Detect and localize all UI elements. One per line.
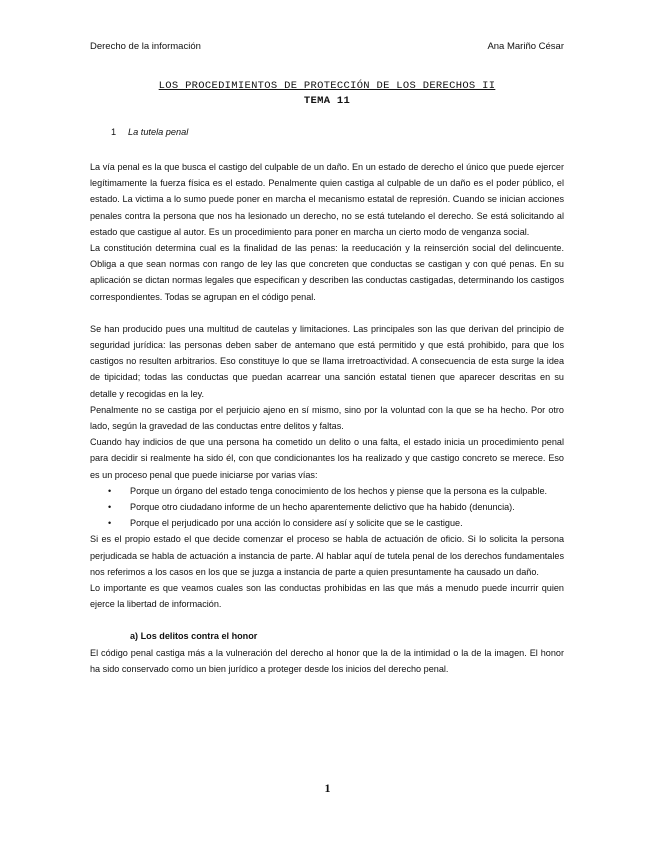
document-title: LOS PROCEDIMIENTOS DE PROTECCIÓN DE LOS DERECHOS II [158, 80, 496, 92]
document-body [90, 159, 564, 677]
bullet-item [108, 515, 564, 531]
bullet-icon: • [108, 485, 112, 496]
paragraph: La constitución determina cual es la finalidad de las penas: la reeducación y la reinserción social del delincuente. Obliga a que sean normas con rango de ley las que concreten que conductas se castigan y con qué penas. En su aplicación se dictan normas legales que especifican y describen las conductas castigadas, determinando los castigos correspondientes. Todas se agrupan en el código penal. [90, 243, 564, 302]
bullet-text: Porque el perjudicado por una acción lo considere así y solicite que se le castigue. [130, 518, 463, 529]
section-heading [111, 127, 188, 137]
bullet-item [108, 483, 564, 499]
document-subtitle: TEMA 11 [303, 95, 351, 107]
page-header [90, 41, 564, 52]
section-title: La tutela penal [128, 127, 189, 137]
bullet-text: Porque un órgano del estado tenga conocimiento de los hechos y piense que la persona es la culpable. [130, 485, 548, 496]
paragraph: Si es el propio estado el que decide comenzar el proceso se habla de actuación de oficio. Si lo solicita la persona perjudicada se habla de actuación a instancia de parte. Al hablar aquí de tutela penal de los derechos fundamentales nos referimos a los casos en los que se juzga a instancia de parte a quien presuntamente ha causado un daño. [90, 534, 564, 577]
bullet-item [108, 499, 564, 515]
paragraph: Cuando hay indicios de que una persona ha cometido un delito o una falta, el estado inicia un procedimiento penal para decidir si realmente ha sido él, con que condicionantes los ha realizado y que castigo concreto se merece. Eso es un proceso penal que puede iniciarse por varias vías: [90, 437, 564, 480]
header-course-title: Derecho de la información [90, 41, 201, 52]
bullet-icon: • [108, 518, 112, 529]
header-author: Ana Mariño César [487, 41, 564, 52]
paragraph: Lo importante es que veamos cuales son las conductas prohibidas en las que más a menudo puede incurrir quien ejerce la libertad de información. [90, 583, 564, 610]
bullet-icon: • [108, 502, 112, 513]
paragraph: Se han producido pues una multitud de cautelas y limitaciones. Las principales son las que derivan del principio de seguridad jurídica: las personas deben saber de antemano que está permitido y que está prohibido, para que los castigos no resulten arbitrarios. Eso constituye lo que se llama irretroactividad. A consecuencia de esta surge la idea de tipicidad; todas las conductas que puedan acarrear una sanción estatal tienen que aparecer descritas en su detalle y recogidas en la ley. [90, 323, 564, 399]
paragraph: El código penal castiga más a la vulneración del derecho al honor que la de la intimidad o la de la imagen. El honor ha sido conservado como un bien jurídico a proteger desde los inicios del derecho penal. [90, 647, 564, 674]
bullet-list [90, 483, 564, 532]
paragraph: La vía penal es la que busca el castigo del culpable de un daño. En un estado de derecho el único que puede ejercer legítimamente la fuerza física es el estado. Penalmente quien castiga al culpable de un daño es el poder público, el estado. La victima a lo sumo puede poner en marcha el mecanismo estatal de represión. Cuando se inician acciones penales contra la persona que nos ha lesionado un derecho, no se está tutelando el derecho. Se está solicitando al estado que castigue al autor. Es un procedimiento para poner en marcha un cierto modo de venganza social. [90, 162, 564, 237]
subsection-heading: a) Los delitos contra el honor [130, 631, 258, 642]
bullet-text: Porque otro ciudadano informe de un hecho aparentemente delictivo que ha habido (denuncia). [130, 502, 515, 513]
section-number: 1 [111, 127, 117, 137]
page-number: 1 [324, 781, 331, 795]
paragraph: Penalmente no se castiga por el perjuicio ajeno en sí mismo, sino por la voluntad con la que se ha hecho. Por otro lado, según la gravedad de las conductas entre delitos y faltas. [90, 404, 564, 432]
